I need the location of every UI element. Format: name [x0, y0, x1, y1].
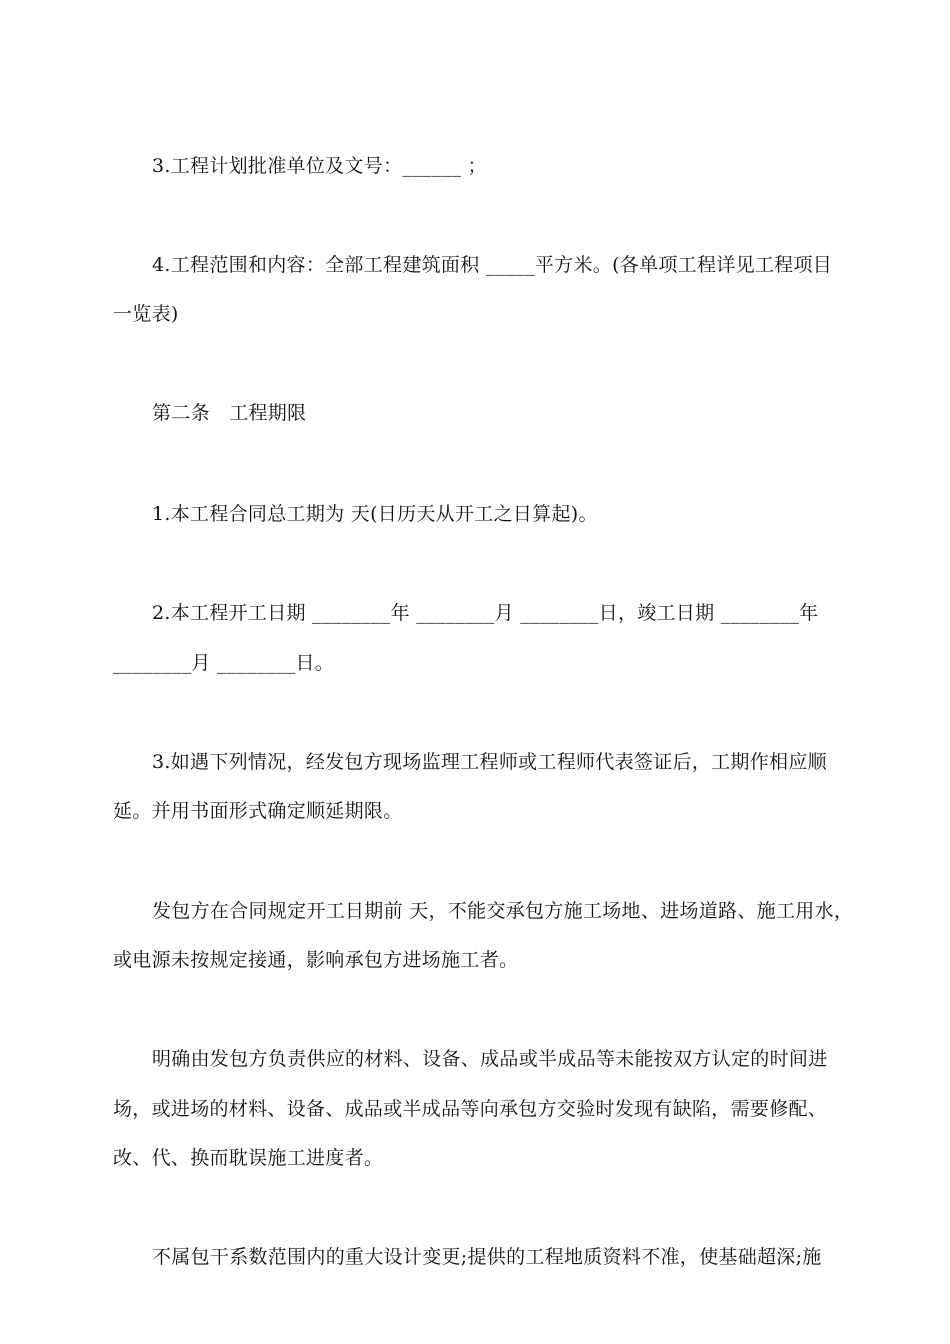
- text-line-design-change: 不属包干系数范围内的重大设计变更;提供的工程地质资料不准，使基础超深;施: [152, 1246, 822, 1268]
- text-line-start-date-cont: ________月 ________日。: [113, 652, 335, 674]
- text-line-site-delivery: 发包方在合同规定开工日期前 天，不能交承包方施工场地、进场道路、施工用水，: [152, 900, 854, 922]
- text-line-extension-conditions-cont: 延。并用书面形式确定顺延期限。: [113, 800, 403, 822]
- text-line-materials-supply-cont1: 场，或进场的材料、设备、成品或半成品等向承包方交验时发现有缺陷，需要修配、: [113, 1098, 828, 1120]
- text-line-site-delivery-cont: 或电源未按规定接通，影响承包方进场施工者。: [113, 949, 519, 971]
- text-line-materials-supply: 明确由发包方负责供应的材料、设备、成品或半成品等未能按双方认定的时间进: [152, 1048, 828, 1070]
- text-line-project-scope-cont: 一览表): [113, 303, 179, 325]
- section-heading-article-2: 第二条 工程期限: [152, 402, 307, 424]
- text-line-materials-supply-cont2: 改、代、换而耽误施工进度者。: [113, 1147, 384, 1169]
- text-line-start-date: 2.本工程开工日期 ________年 ________月 ________日，竣工日期 ________年: [152, 602, 819, 624]
- text-line-total-duration: 1.本工程合同总工期为 天(日历天从开工之日算起)。: [152, 503, 598, 525]
- text-line-project-scope: 4.工程范围和内容：全部工程建筑面积 _____平方米。(各单项工程详见工程项目: [152, 254, 833, 276]
- text-line-extension-conditions: 3.如遇下列情况，经发包方现场监理工程师或工程师代表签证后，工期作相应顺: [152, 751, 827, 773]
- text-line-project-approval: 3.工程计划批准单位及文号：______ ；: [152, 155, 487, 177]
